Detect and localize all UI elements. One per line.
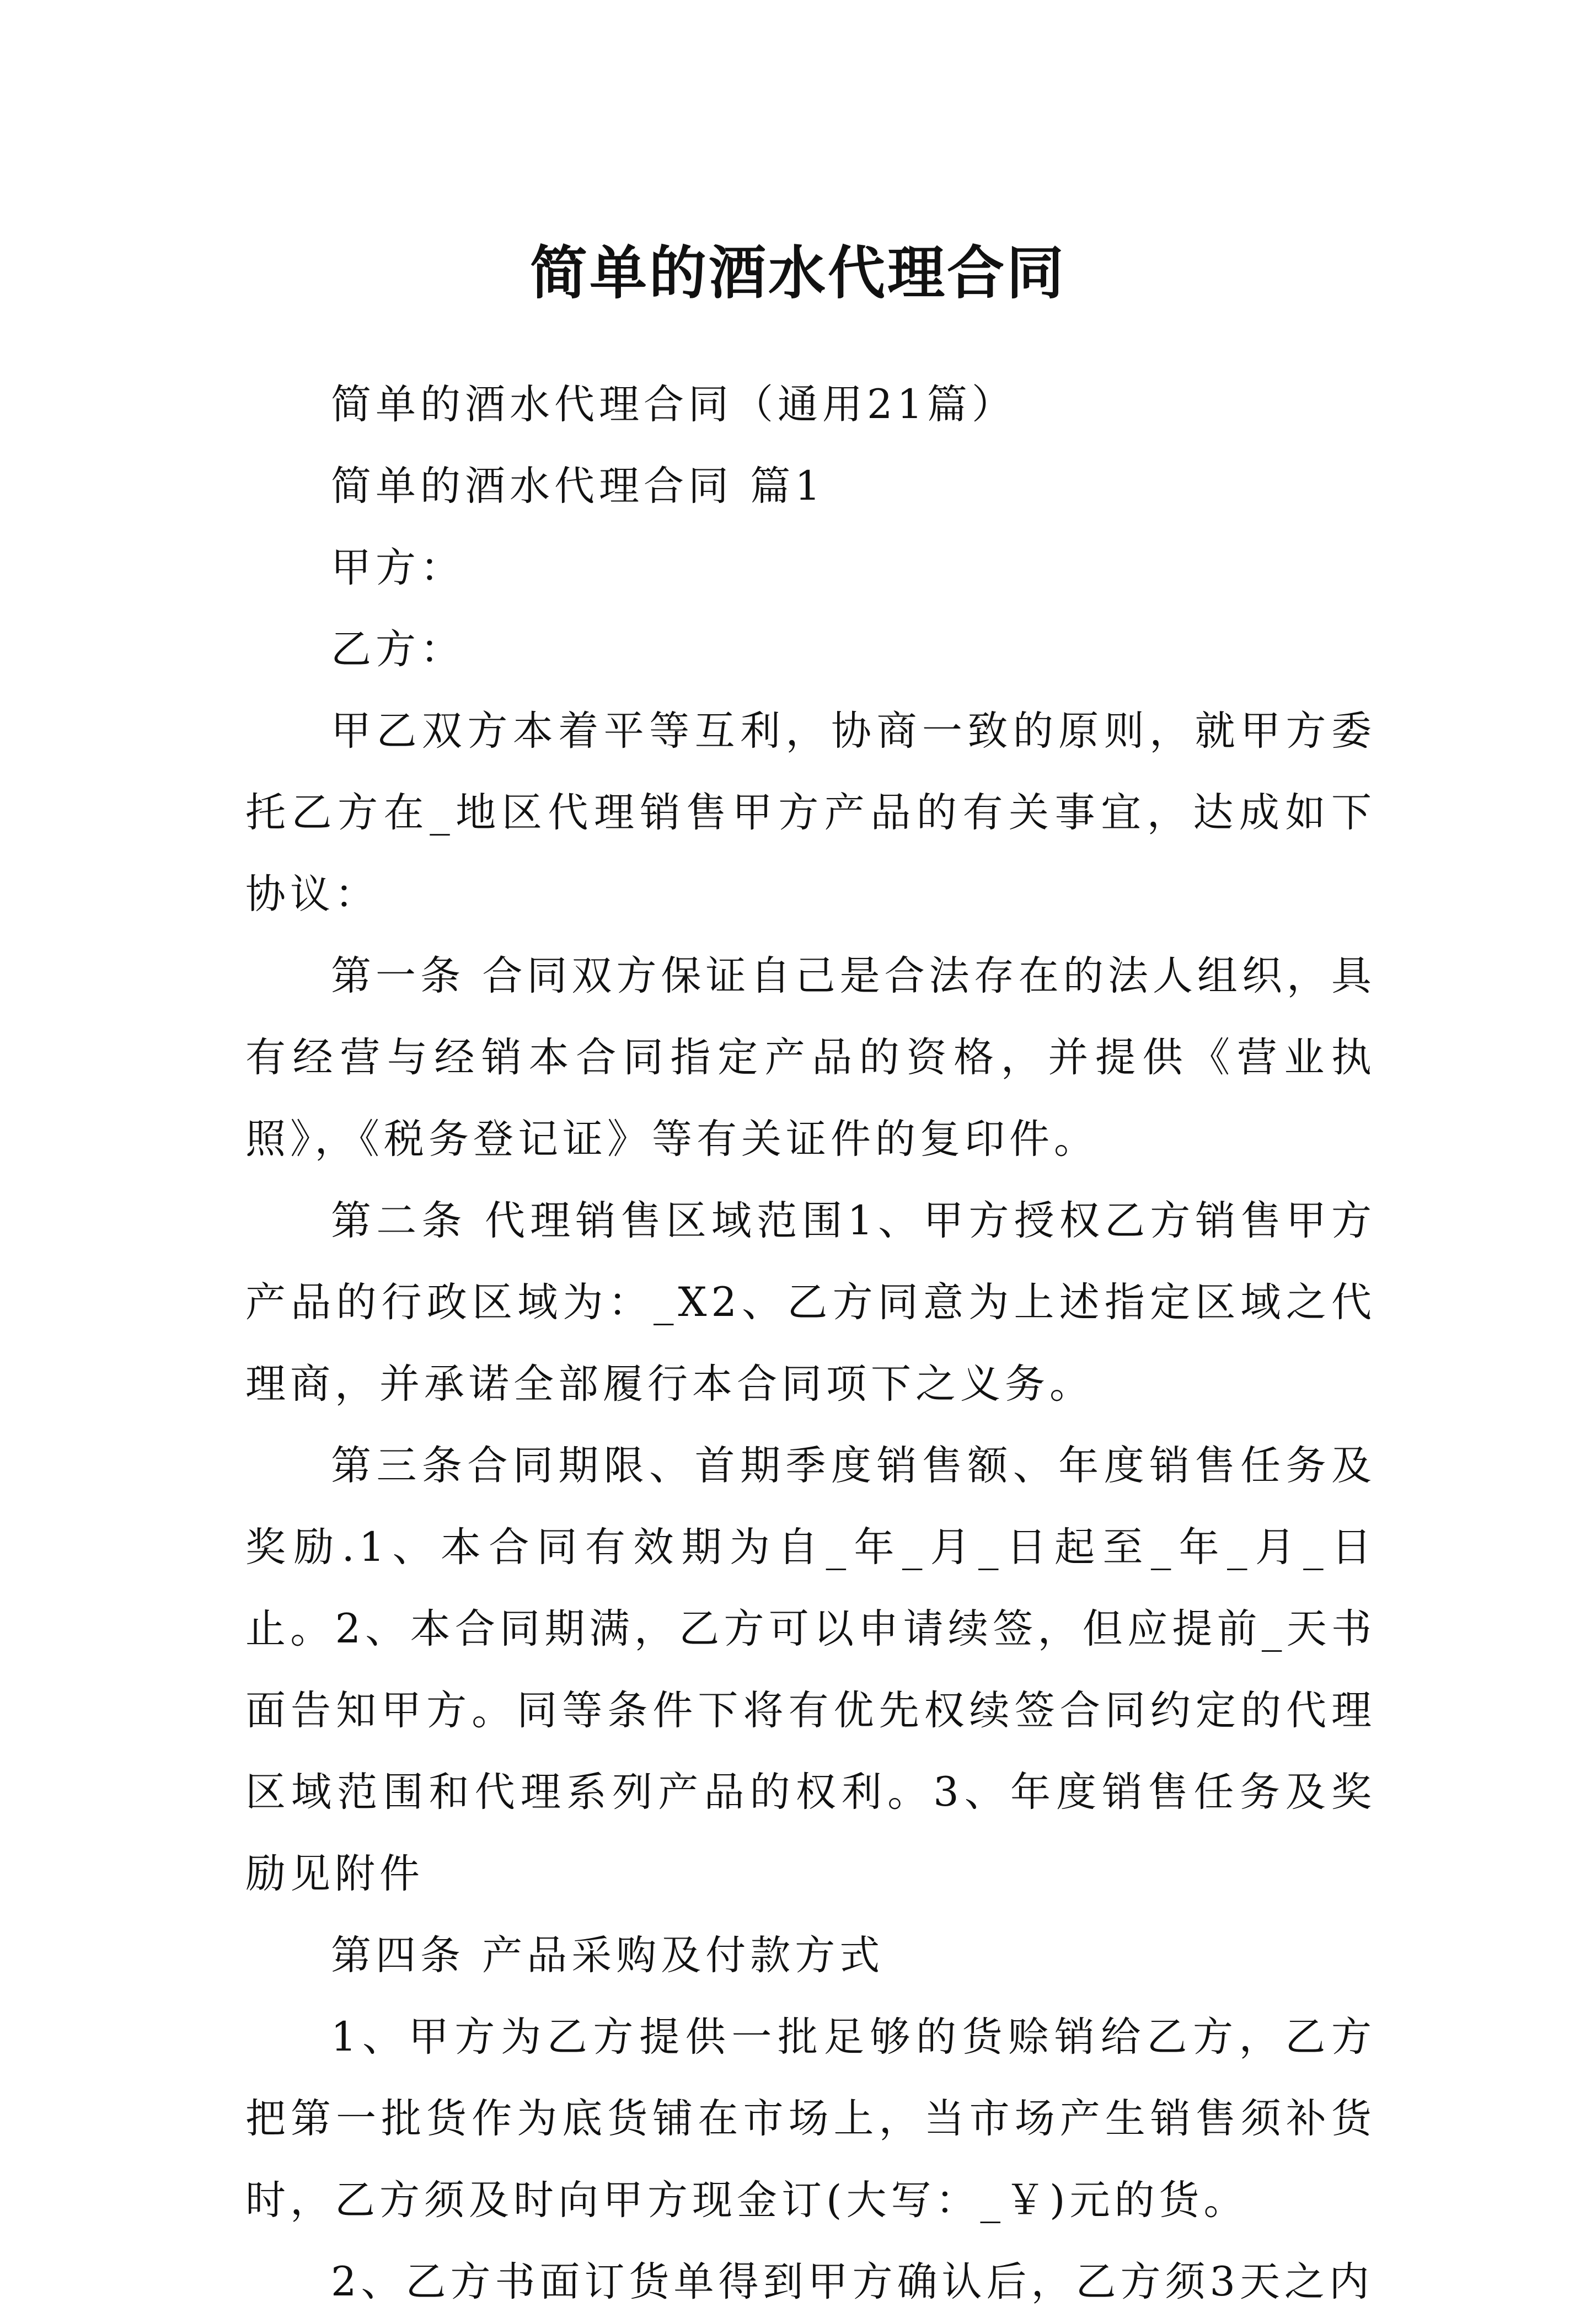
article-3-paragraph: 第三条合同期限、首期季度销售额、年度销售任务及奖励.1、本合同有效期为自_年_月_日起至_年_月_日止。2、本合同期满，乙方可以申请续签，但应提前_天书面告知甲方。同等条件下将有优先权续签合同约定的代理区域范围和代理系列产品的权利。3、年度销售任务及奖励见附件 xyxy=(245,1442,1376,1897)
section-heading-paragraph: 简单的酒水代理合同 篇1 xyxy=(331,463,825,510)
document-body xyxy=(245,364,1376,2323)
article-4-item-2-paragraph: 2、乙方书面订货单得到甲方确认后，乙方须3天之内 xyxy=(331,2258,1374,2305)
subtitle-paragraph: 简单的酒水代理合同（通用21篇） xyxy=(331,381,1016,428)
party-a-paragraph: 甲方： xyxy=(331,544,465,591)
party-b-paragraph: 乙方： xyxy=(331,626,465,673)
document-title: 简单的酒水代理合同 xyxy=(529,238,1066,307)
article-1-paragraph: 第一条 合同双方保证自己是合法存在的法人组织，具有经营与经销本合同指定产品的资格，并提供《营业执照》，《税务登记证》等有关证件的复印件。 xyxy=(245,952,1376,1163)
preamble-paragraph: 甲乙双方本着平等互利，协商一致的原则，就甲方委托乙方在_地区代理销售甲方产品的有关事宜，达成如下协议： xyxy=(245,708,1376,918)
article-2-paragraph: 第二条 代理销售区域范围1、甲方授权乙方销售甲方产品的行政区域为：_X2、乙方同意为上述指定区域之代理商，并承诺全部履行本合同项下之义务。 xyxy=(245,1197,1376,1407)
article-4-heading-paragraph: 第四条 产品采购及付款方式 xyxy=(331,1932,885,1979)
article-4-item-1-paragraph: 1、甲方为乙方提供一批足够的货赊销给乙方，乙方把第一批货作为底货铺在市场上，当市场产生销售须补货时，乙方须及时向甲方现金订(大写：_￥)元的货。 xyxy=(245,2014,1376,2224)
